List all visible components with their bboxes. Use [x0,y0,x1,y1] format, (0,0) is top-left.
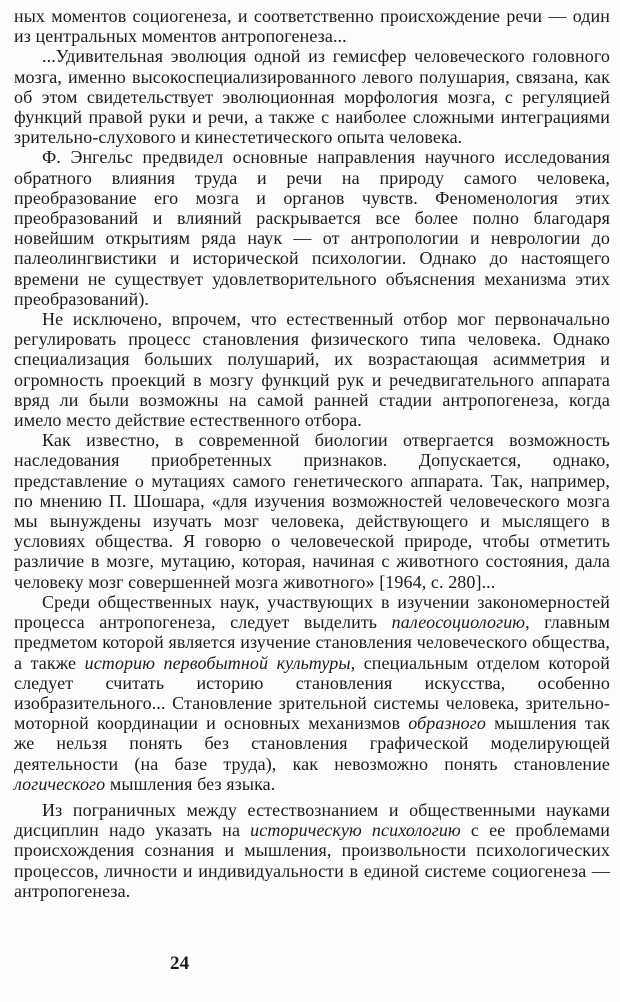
text-run: ных моментов социогенеза, и соответственно происхождение речи — один из центральных моментов антропогенеза... [14,6,610,47]
text-run: с ее проблемами происхождения сознания и мышления, произвольности психологических процессов, личности и индивидуальности в единой системе социогенеза — антропогенеза. [14,820,610,901]
italic-phrase: логического [14,773,106,794]
italic-phrase: историческую психологию [250,820,461,841]
text-run: ...Удивительная эволюция одной из гемисфер человеческого головного мозга, именно высокоспециализированного левого полушария, связана, как об этом свидетельствует эволюционная морфология мозга, с регуляцией функций правой руки и речи, а также с наиболее сложными интеграциями зрительно-слухового и кинестетического опыта человека. [14,46,610,148]
page-number: 24 [170,953,190,974]
text-run: мышления так же нельзя понять без становления графической моделирующей деятельности (на базе труда), как невозможно понять становление [14,713,610,774]
text-run: Ф. Энгельс предвидел основные направления научного исследования обратного влияния труда и речи на природу самого человека, преобразование его мозга и органов чувств. Феноменология этих преобразований и влияний раскрывается все более полно благодаря новейшим открытиям ряда наук — от антропологии и неврологии до палеолингвистики и исторической психологии. Однако до настоящего времени не существует удовлетворительного объяснения механизма этих преобразований). [14,147,610,309]
paragraph [14,6,610,46]
paragraph [14,800,610,901]
text-run: Из пограничных между естествознанием и общественными науками дисциплин надо указать на [14,799,610,841]
paragraph [14,46,610,147]
text-run: Не исключено, впрочем, что естественный отбор мог первоначально регулировать процесс становления физического типа человека. Однако специализация больших полушарий, их возрастающая асимметрия и огромность проекций в мозгу функций рук и речедвигательного аппарата вряд ли были возможны на самой ранней стадии антропогенеза, когда имело место действие естественного отбора. [14,309,610,431]
text-run: главным предметом которой является изучение становления человеческого общества, а также [14,612,610,673]
paragraph [14,309,610,430]
paragraph [14,430,610,592]
text-run: Среди общественных наук, участвующих в изучении закономерностей процесса антропогенеза, следует выделить [14,591,610,633]
text-run: Как известно, в современной биологии отвергается возможность наследования приобретенных признаков. Допускается, однако, представление о мутациях самого генетического аппарата. Так, например, по мнению П. Шошара, «для изучения возможностей человеческого мозга мы вынуждены изучать мозг человека, действующего и мыслящего в условиях общества. Я говорю о человеческой природе, чтобы отметить различие в мозге, мутацию, которая, начиная с животного состояния, дала человеку мозг совершенней мозга животного» [1964, с. 280]... [14,430,610,592]
body-text [14,6,610,901]
text-run: мышления без языка. [105,773,276,794]
italic-phrase: образного [408,713,486,734]
text-run: специальным отделом которой следует считать историю становления искусства, особенно изобразительного... Становление зрительной системы человека, зрительно-моторной координации и основных механизмов [14,652,610,734]
paragraph [14,147,610,309]
italic-phrase: палеосоциологию, [391,612,530,633]
italic-phrase: историю первобытной культуры, [84,652,356,673]
paragraph [14,592,610,794]
